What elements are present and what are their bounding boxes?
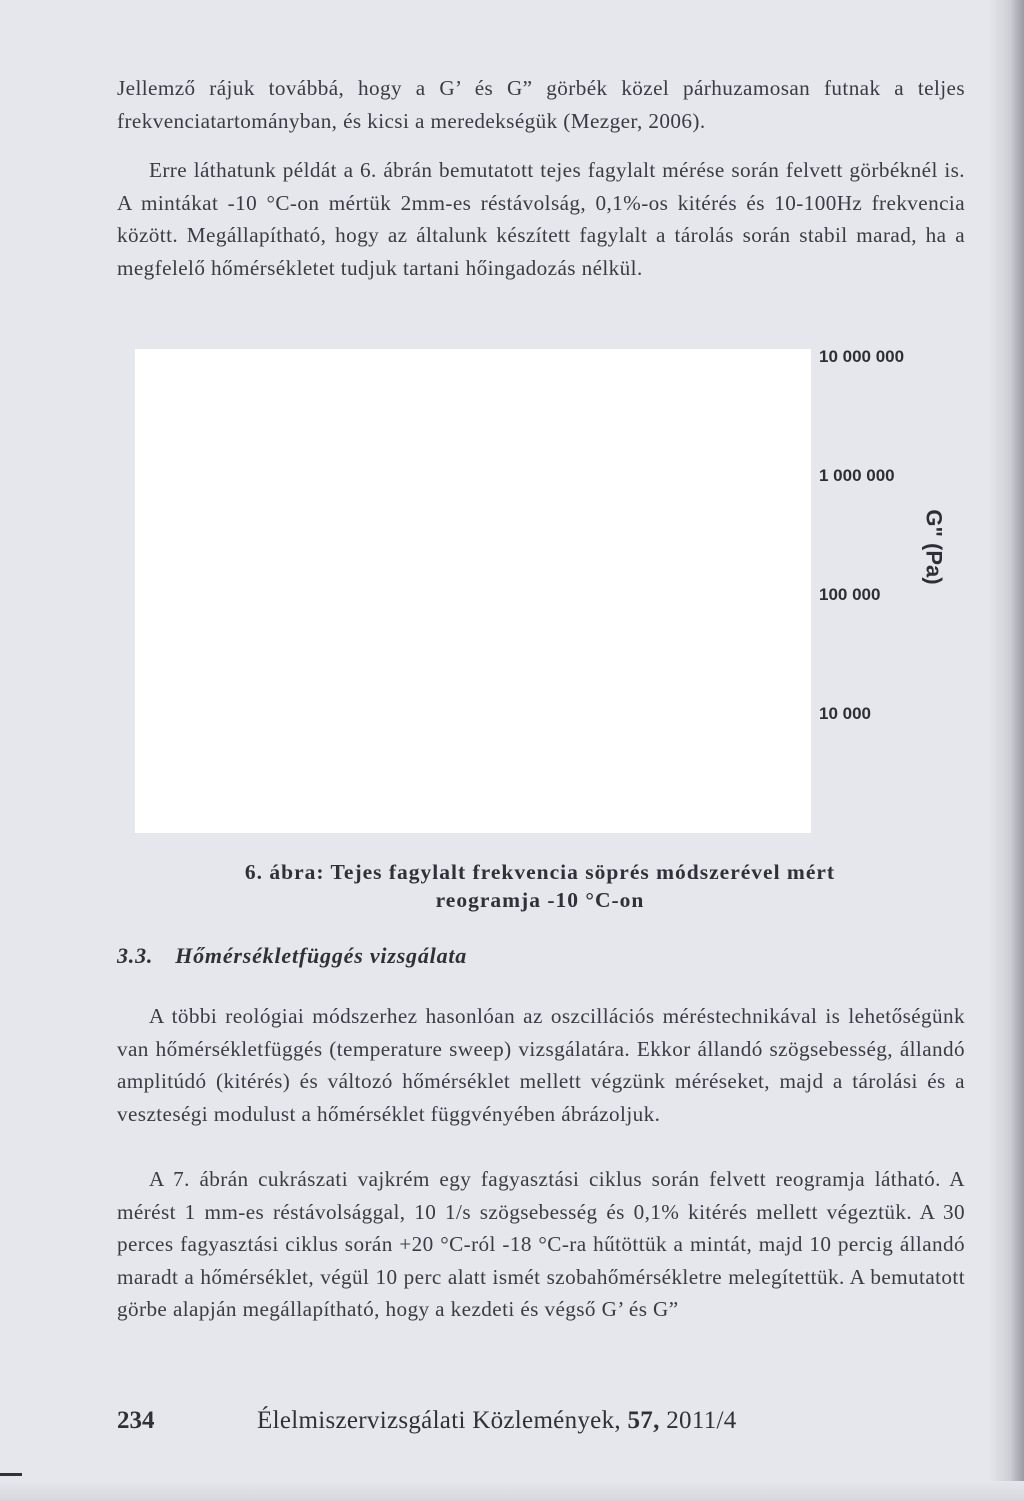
journal-citation [257, 1407, 737, 1435]
paragraph-figure-description [117, 154, 965, 284]
figure-caption-line2: reogramja -10 °C-on [435, 888, 645, 912]
section-number: 3.3. [117, 943, 154, 968]
axis-tick-label: 100 000 [819, 585, 881, 604]
page-bottom-edge [0, 1481, 1024, 1501]
axis-tick-label: 1 000 000 [819, 466, 895, 485]
page-number: 234 [117, 1407, 155, 1434]
axis-tick-label: 10 000 [819, 704, 871, 723]
journal-volume: 57, [627, 1407, 660, 1434]
paragraph-figure-description-text: Erre láthatunk példát a 6. ábrán bemutatott tejes fagylalt mérése során felvett görbéknél is. A mintákat -10 °C-on mértük 2mm-es réstávolság, 0,1%-os kitérés és 10-100Hz frekvencia között. Megállapítható, hogy az általunk készített fagylalt a tárolás során stabil marad, ha a megfelelő hőmérsékletet tudjuk tartani hőingadozás nélkül. [117, 158, 965, 280]
paragraph-intro: Jellemző rájuk továbbá, hogy a G’ és G” görbék közel párhuzamosan futnak a teljes frekvenciatartományban, és kicsi a meredekségük (Mezger, 2006). [117, 76, 965, 133]
figure-caption-line1: 6. ábra: Tejes fagylalt frekvencia söprés módszerével mért [244, 860, 836, 884]
figure-image-area [135, 349, 811, 833]
journal-issue: 2011/4 [666, 1407, 737, 1434]
section-title: Hőmérsékletfüggés vizsgálata [175, 943, 468, 968]
axis-title [919, 492, 949, 602]
page-edge-shadow [988, 0, 1024, 1501]
section-heading [117, 943, 467, 969]
scan-margin-mark [0, 1473, 22, 1476]
paragraph-temperature-sweep-text: A többi reológiai módszerhez hasonlóan az oszcillációs méréstechnikával is lehetőségünk van hőmérsékletfüggés (temperature sweep) vizsgálatára. Ekkor állandó szögsebesség, állandó amplitúdó (kitérés) és változó hőmérséklet mellett végzünk méréseket, majd a tárolási és a veszteségi modulust a hőmérséklet függvényében ábrázoljuk. [117, 1004, 965, 1126]
journal-name: Élelmiszervizsgálati Közlemények, [257, 1407, 621, 1434]
figure-caption [150, 858, 930, 914]
axis-tick-label: 10 000 000 [819, 347, 905, 366]
paragraph-temperature-sweep [117, 1000, 965, 1130]
axis-title-text: G" (Pa) [922, 509, 947, 585]
paragraph-butter-cream [117, 1163, 965, 1326]
paragraph-butter-cream-text: A 7. ábrán cukrászati vajkrém egy fagyasztási ciklus során felvett reogramja látható. A mérést 1 mm-es réstávolsággal, 10 1/s szögsebesség és 0,1% kitérés mellett végeztük. A 30 perces fagyasztási ciklus során +20 °C-ról -18 °C-ra hűtöttük a mintát, majd 10 percig állandó maradt a hőmérséklet, végül 10 perc alatt ismét szobahőmérsékletre melegítettük. A bemutatott görbe alapján megállapítható, hogy a kezdeti és végső G’ és G” [117, 1167, 965, 1321]
